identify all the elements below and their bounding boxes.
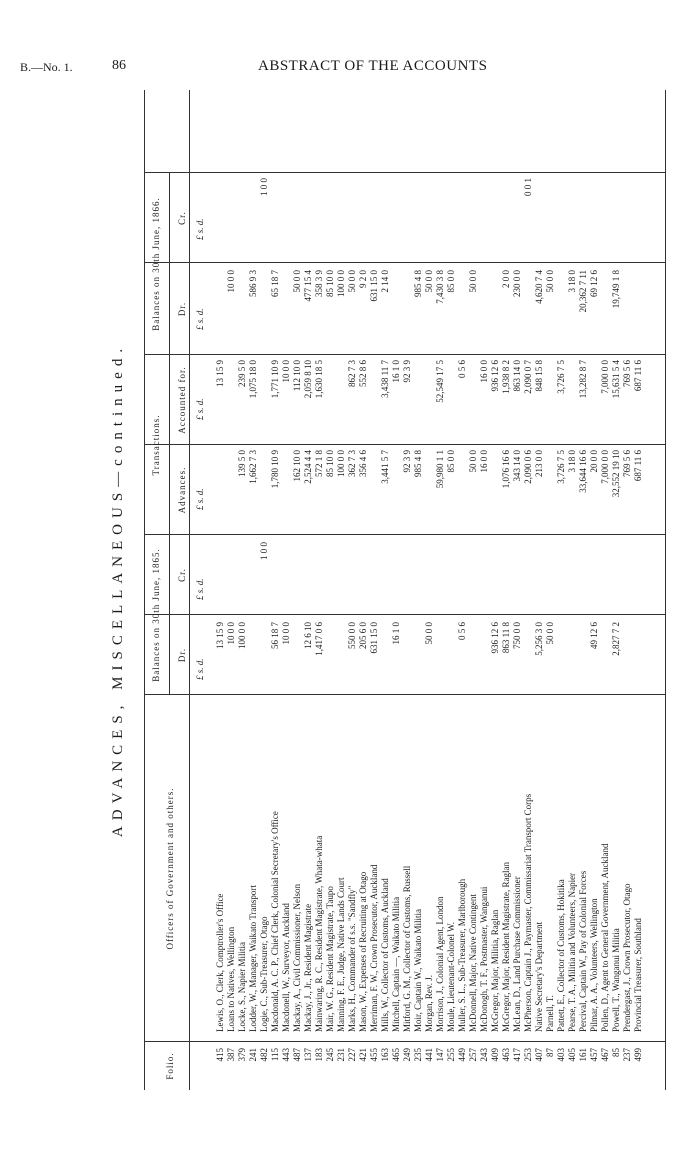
row-dr-1865: 5,256 3 0 — [534, 622, 544, 656]
table-row — [490, 90, 501, 1090]
row-accounted: 52,549 17 5 — [435, 360, 445, 403]
table-caption: ADVANCES, MISCELLANEOUS—continued. — [110, 342, 126, 838]
table-row — [435, 90, 446, 1090]
row-officer: Moule, Lieutenant-Colonel W. — [446, 922, 456, 1032]
table-row — [281, 90, 292, 1090]
table-row — [336, 90, 347, 1090]
table-row — [292, 90, 303, 1090]
row-dr-1866: 19,749 1 8 — [611, 270, 621, 309]
row-accounted: 1,771 10 9 — [270, 360, 280, 399]
row-officer: Locke, S., Napier Militia — [237, 942, 247, 1032]
table-row — [424, 90, 435, 1090]
header-transactions: Transactions. — [151, 414, 161, 476]
row-advances: 7,000 0 0 — [600, 450, 610, 484]
row-folio: 482 — [259, 1048, 269, 1062]
row-advances: 92 3 9 — [402, 450, 412, 473]
row-folio: 387 — [226, 1048, 236, 1062]
row-officer: Manning, F. E., Judge, Native Lands Court — [336, 877, 346, 1032]
row-officer: Mair, W. G., Resident Magistrate, Taupo — [325, 886, 335, 1032]
row-officer: Mainwaring, R. C., Resident Magistrate, Whata-whata — [314, 835, 324, 1032]
row-officer: McLean, D., Land Purchase Commissioner — [512, 876, 522, 1032]
row-dr-1865: 550 0 0 — [347, 622, 357, 649]
row-officer: Lewis, O., Clerk, Comptroller's Office — [215, 893, 225, 1032]
table-body — [215, 90, 644, 1090]
table-row — [314, 90, 325, 1090]
rotated-table-region — [110, 90, 670, 1090]
page-title: ABSTRACT OF THE ACCOUNTS — [258, 58, 488, 74]
row-folio: 379 — [237, 1048, 247, 1062]
row-dr-1865: 936 12 6 — [490, 622, 500, 654]
row-folio: 183 — [314, 1048, 324, 1062]
table-row — [600, 90, 611, 1090]
row-officer: Pattett, E., Collector of Customs, Hokitika — [556, 879, 566, 1032]
row-dr-1865: 1,417 0 6 — [314, 622, 324, 656]
row-officer: Percival, Captain W., Pay of Colonial Forces — [578, 870, 588, 1032]
table-row — [567, 90, 578, 1090]
row-officer: Provincial Treasurer, Southland — [633, 918, 643, 1032]
row-accounted: 13 15 9 — [215, 360, 225, 387]
table-row — [611, 90, 622, 1090]
unit-label: £ s. d. — [195, 658, 205, 680]
row-folio: 137 — [303, 1048, 313, 1062]
header-accounted: Accounted for. — [177, 366, 187, 434]
row-officer: Macdonald, A. C. P., Chief Clerk, Colonial Secretary's Office — [270, 811, 280, 1032]
table-row — [391, 90, 402, 1090]
row-accounted: 2,090 0 7 — [523, 360, 533, 394]
row-accounted: 2,059 8 10 — [303, 360, 313, 399]
row-folio: 115 — [270, 1048, 280, 1062]
row-advances: 59,980 1 1 — [435, 450, 445, 489]
table-row — [413, 90, 424, 1090]
row-accounted: 112 10 0 — [292, 360, 302, 392]
row-accounted: 1,938 8 2 — [501, 360, 511, 394]
row-folio: 161 — [578, 1048, 588, 1062]
row-officer: McGregor, Major, Militia, Raglan — [490, 909, 500, 1032]
row-officer: Loans to Natives, Wellington — [226, 926, 236, 1032]
row-folio: 237 — [622, 1048, 632, 1062]
row-officer: Merriman, F. W., Crown Prosecutor, Auckland — [369, 864, 379, 1032]
row-folio: 465 — [391, 1048, 401, 1062]
table-row — [325, 90, 336, 1090]
row-advances: 213 0 0 — [534, 450, 544, 477]
row-officer: Lodder, W., Manager, Waikato Transport — [248, 885, 258, 1032]
table-row — [545, 90, 556, 1090]
row-folio: 487 — [292, 1048, 302, 1062]
row-dr-1865: 12 6 10 — [303, 622, 313, 649]
row-folio: 443 — [281, 1048, 291, 1062]
row-dr-1866: 69 12 6 — [589, 270, 599, 297]
table-row — [369, 90, 380, 1090]
row-dr-1866: 20,362 7 11 — [578, 270, 588, 313]
row-advances: 3,726 7 5 — [556, 450, 566, 484]
row-officer: Mackay, A., Civil Commissioner, Nelson — [292, 883, 302, 1032]
row-folio: 441 — [424, 1048, 434, 1062]
row-advances: 100 0 0 — [336, 450, 346, 477]
row-dr-1865: 50 0 0 — [424, 622, 434, 645]
row-officer: Powell, T., Wanganui Militia — [611, 928, 621, 1032]
header-balances-1866: Balances on 30th June, 1866. — [151, 197, 161, 331]
row-accounted: 863 14 0 — [512, 360, 522, 392]
row-advances: 16 0 0 — [479, 450, 489, 473]
row-dr-1865: 631 15 0 — [369, 622, 379, 654]
row-dr-1866: 50 0 0 — [468, 270, 478, 293]
row-folio: 163 — [380, 1048, 390, 1062]
table-row — [622, 90, 633, 1090]
row-advances: 3,441 5 7 — [380, 450, 390, 484]
row-dr-1865: 100 0 0 — [237, 622, 247, 649]
row-officer: Mitchell, Captain —, Waikato Militia — [391, 896, 401, 1032]
header-cr-1865: Cr. — [177, 568, 187, 582]
row-dr-1866: 2 0 0 — [501, 270, 511, 288]
table-row — [512, 90, 523, 1090]
row-dr-1865: 16 1 0 — [391, 622, 401, 645]
row-dr-1866: 100 0 0 — [336, 270, 346, 297]
row-accounted: 16 0 0 — [479, 360, 489, 383]
row-accounted: 239 5 0 — [237, 360, 247, 387]
table-row — [468, 90, 479, 1090]
row-dr-1866: 631 15 0 — [369, 270, 379, 302]
row-cr-1866: 0 0 1 — [523, 178, 533, 196]
row-advances: 362 7 3 — [347, 450, 357, 477]
table-row — [347, 90, 358, 1090]
table-row — [358, 90, 369, 1090]
table-row — [446, 90, 457, 1090]
row-officer: Parnell, T. — [545, 995, 555, 1032]
row-accounted: 15,631 5 4 — [611, 360, 621, 399]
row-dr-1866: 586 9 3 — [248, 270, 258, 297]
row-folio: 421 — [358, 1048, 368, 1062]
row-folio: 253 — [523, 1048, 533, 1062]
row-advances: 687 11 6 — [633, 450, 643, 482]
row-dr-1866: 3 18 0 — [567, 270, 577, 293]
row-officer: Prendergast, J., Crown Prosecutor, Otago — [622, 883, 632, 1032]
row-advances: 139 5 0 — [237, 450, 247, 477]
header-rule — [189, 90, 190, 1090]
row-advances: 3 18 0 — [567, 450, 577, 473]
row-advances: 20 0 0 — [589, 450, 599, 473]
row-accounted: 1,630 18 5 — [314, 360, 324, 399]
row-accounted: 92 3 9 — [402, 360, 412, 383]
row-dr-1865: 13 15 9 — [215, 622, 225, 649]
row-dr-1865: 56 18 7 — [270, 622, 280, 649]
row-advances: 1,662 7 3 — [248, 450, 258, 484]
row-advances: 2,090 0 6 — [523, 450, 533, 484]
row-folio: 463 — [501, 1048, 511, 1062]
row-advances: 33,644 16 6 — [578, 450, 588, 493]
row-officer: McGregor, Major, Resident Magistrate, Raglan — [501, 862, 511, 1032]
row-dr-1865: 750 0 0 — [512, 622, 522, 649]
table-row — [402, 90, 413, 1090]
header-cr-1866: Cr. — [177, 211, 187, 225]
row-advances: 85 0 0 — [446, 450, 456, 473]
row-officer: Marks, H., Commander of s.s. "Sandfly" — [347, 885, 357, 1032]
row-advances: 343 14 0 — [512, 450, 522, 482]
table-row — [270, 90, 281, 1090]
row-officer: Muller, S. L., Sub-Treasurer, Marlborough — [457, 878, 467, 1032]
page-number: 86 — [112, 58, 126, 73]
row-folio: 417 — [512, 1048, 522, 1062]
row-accounted: 16 1 0 — [391, 360, 401, 383]
table-row — [215, 90, 226, 1090]
row-accounted: 13,282 8 7 — [578, 360, 588, 399]
row-folio: 405 — [567, 1048, 577, 1062]
row-officer: Mills, W., Collector of Customs, Auckland — [380, 878, 390, 1032]
table-row — [479, 90, 490, 1090]
row-accounted: 7,000 0 0 — [600, 360, 610, 394]
row-officer: Macdonell, W., Surveyor, Auckland — [281, 903, 291, 1032]
row-dr-1866: 85 0 0 — [446, 270, 456, 293]
row-dr-1865: 10 0 0 — [226, 622, 236, 645]
row-officer: Native Secretary's Department — [534, 921, 544, 1032]
row-folio: 255 — [446, 1048, 456, 1062]
row-dr-1866: 2 14 0 — [380, 270, 390, 293]
table-row — [457, 90, 468, 1090]
unit-label: £ s. d. — [195, 218, 205, 240]
header-dr-1866: Dr. — [177, 301, 187, 317]
table-row — [501, 90, 512, 1090]
row-folio: 455 — [369, 1048, 379, 1062]
table-row — [380, 90, 391, 1090]
row-accounted: 687 11 6 — [633, 360, 643, 392]
row-officer: Morgan, Rev. J. — [424, 975, 434, 1032]
row-dr-1866: 50 0 0 — [347, 270, 357, 293]
row-officer: McPherson, Captain J., Paymaster, Commissariat Transport Corps — [523, 793, 533, 1032]
row-officer: Moir, Captain W., Waikato Militia — [413, 909, 423, 1032]
row-dr-1866: 50 0 0 — [292, 270, 302, 293]
row-advances: 2,524 4 4 — [303, 450, 313, 484]
row-dr-1865: 205 6 0 — [358, 622, 368, 649]
row-officer: McDonnell, Major, Native Contingent — [468, 894, 478, 1032]
row-dr-1866: 65 18 7 — [270, 270, 280, 297]
row-accounted: 3,438 11 7 — [380, 360, 390, 398]
row-cr-1866: 1 0 0 — [259, 178, 269, 196]
row-dr-1866: 50 0 0 — [424, 270, 434, 293]
header-rule — [169, 173, 170, 355]
row-folio: 147 — [435, 1048, 445, 1062]
row-accounted: 769 5 6 — [622, 360, 632, 387]
row-dr-1866: 10 0 0 — [226, 270, 236, 293]
row-dr-1865: 10 0 0 — [281, 622, 291, 645]
table-row — [259, 90, 270, 1090]
row-accounted: 10 0 0 — [281, 360, 291, 383]
unit-label: £ s. d. — [195, 398, 205, 420]
row-dr-1866: 7,430 3 8 — [435, 270, 445, 304]
unit-label: £ s. d. — [195, 308, 205, 330]
row-officer: Morrison, J., Colonial Agent, London — [435, 896, 445, 1032]
row-dr-1865: 0 5 6 — [457, 622, 467, 640]
row-folio: 87 — [545, 1048, 555, 1057]
table-row — [523, 90, 534, 1090]
unit-label: £ s. d. — [195, 578, 205, 600]
row-folio: 499 — [633, 1048, 643, 1062]
row-officer: Logie, C., Sub-Treasurer, Otago — [259, 916, 269, 1032]
row-officer: Mason, W., Expenses of Recruiting at Otago — [358, 871, 368, 1032]
row-folio: 449 — [457, 1048, 467, 1062]
header-balances-1865: Balances on 30th June, 1865. — [151, 548, 161, 682]
row-folio: 85 — [611, 1048, 621, 1057]
document-reference: B.—No. 1. — [20, 60, 73, 74]
row-officer: Mitford, G. M., Collector of Customs, Russell — [402, 865, 412, 1032]
row-advances: 985 4 8 — [413, 450, 423, 477]
header-officers: Officers of Government and others. — [165, 787, 175, 950]
table-row — [303, 90, 314, 1090]
unit-label: £ s. d. — [195, 488, 205, 510]
table-row — [534, 90, 545, 1090]
table-row — [248, 90, 259, 1090]
row-advances: 162 10 0 — [292, 450, 302, 482]
row-accounted: 1,075 18 0 — [248, 360, 258, 399]
row-folio: 243 — [479, 1048, 489, 1062]
row-folio: 231 — [336, 1048, 346, 1062]
table-row — [556, 90, 567, 1090]
row-dr-1866: 4,620 7 4 — [534, 270, 544, 304]
row-officer: Pollen, D., Agent to General Government, Auckland — [600, 843, 610, 1032]
row-advances: 1,076 16 6 — [501, 450, 511, 489]
header-rule — [169, 355, 170, 535]
row-dr-1866: 477 15 4 — [303, 270, 313, 302]
row-advances: 769 5 6 — [622, 450, 632, 477]
row-folio: 235 — [413, 1048, 423, 1062]
table-row — [237, 90, 248, 1090]
row-dr-1866: 985 4 8 — [413, 270, 423, 297]
row-dr-1865: 863 11 8 — [501, 622, 511, 654]
row-dr-1865: 2,827 7 2 — [611, 622, 621, 656]
row-officer: Mackay, J., Jr., Resident Magistrate — [303, 903, 313, 1032]
header-dr-1865: Dr. — [177, 647, 187, 663]
row-folio: 403 — [556, 1048, 566, 1062]
row-folio: 467 — [600, 1048, 610, 1062]
header-advances: Advances. — [177, 466, 187, 514]
row-folio: 415 — [215, 1048, 225, 1062]
row-folio: 249 — [402, 1048, 412, 1062]
row-folio: 457 — [589, 1048, 599, 1062]
row-accounted: 0 5 6 — [457, 360, 467, 378]
row-advances: 85 10 0 — [325, 450, 335, 477]
page-header — [0, 0, 700, 80]
row-accounted: 848 15 8 — [534, 360, 544, 392]
row-accounted: 3,726 7 5 — [556, 360, 566, 394]
row-folio: 241 — [248, 1048, 258, 1062]
row-advances: 32,552 19 10 — [611, 450, 621, 498]
row-officer: McDonogh, T. F., Postmaster, Wanganui — [479, 886, 489, 1032]
row-dr-1866: 85 10 0 — [325, 270, 335, 297]
row-advances: 572 1 8 — [314, 450, 324, 477]
row-dr-1865: 50 0 0 — [545, 622, 555, 645]
row-dr-1866: 9 2 0 — [358, 270, 368, 288]
row-advances: 1,780 10 9 — [270, 450, 280, 489]
advances-table — [144, 90, 666, 1090]
row-folio: 407 — [534, 1048, 544, 1062]
row-dr-1866: 50 0 0 — [545, 270, 555, 293]
row-officer: Pearse, T. A., Militia and Volunteers, Napier — [567, 872, 577, 1032]
table-row — [578, 90, 589, 1090]
row-dr-1866: 358 3 9 — [314, 270, 324, 297]
table-row — [633, 90, 644, 1090]
table-row — [226, 90, 237, 1090]
row-folio: 409 — [490, 1048, 500, 1062]
row-dr-1865: 49 12 6 — [589, 622, 599, 649]
header-rule — [169, 535, 170, 695]
row-advances: 356 4 6 — [358, 450, 368, 477]
row-dr-1866: 230 0 0 — [512, 270, 522, 297]
row-accounted: 862 7 3 — [347, 360, 357, 387]
row-folio: 227 — [347, 1048, 357, 1062]
row-advances: 50 0 0 — [468, 450, 478, 473]
row-folio: 245 — [325, 1048, 335, 1062]
table-row — [589, 90, 600, 1090]
row-cr-1865: 1 0 0 — [259, 542, 269, 560]
row-officer: Pilmar, A. A., Volunteers, Wellington — [589, 898, 599, 1032]
header-folio: Folio. — [165, 1052, 175, 1080]
row-accounted: 936 12 6 — [490, 360, 500, 392]
row-folio: 257 — [468, 1048, 478, 1062]
row-accounted: 552 8 6 — [358, 360, 368, 387]
